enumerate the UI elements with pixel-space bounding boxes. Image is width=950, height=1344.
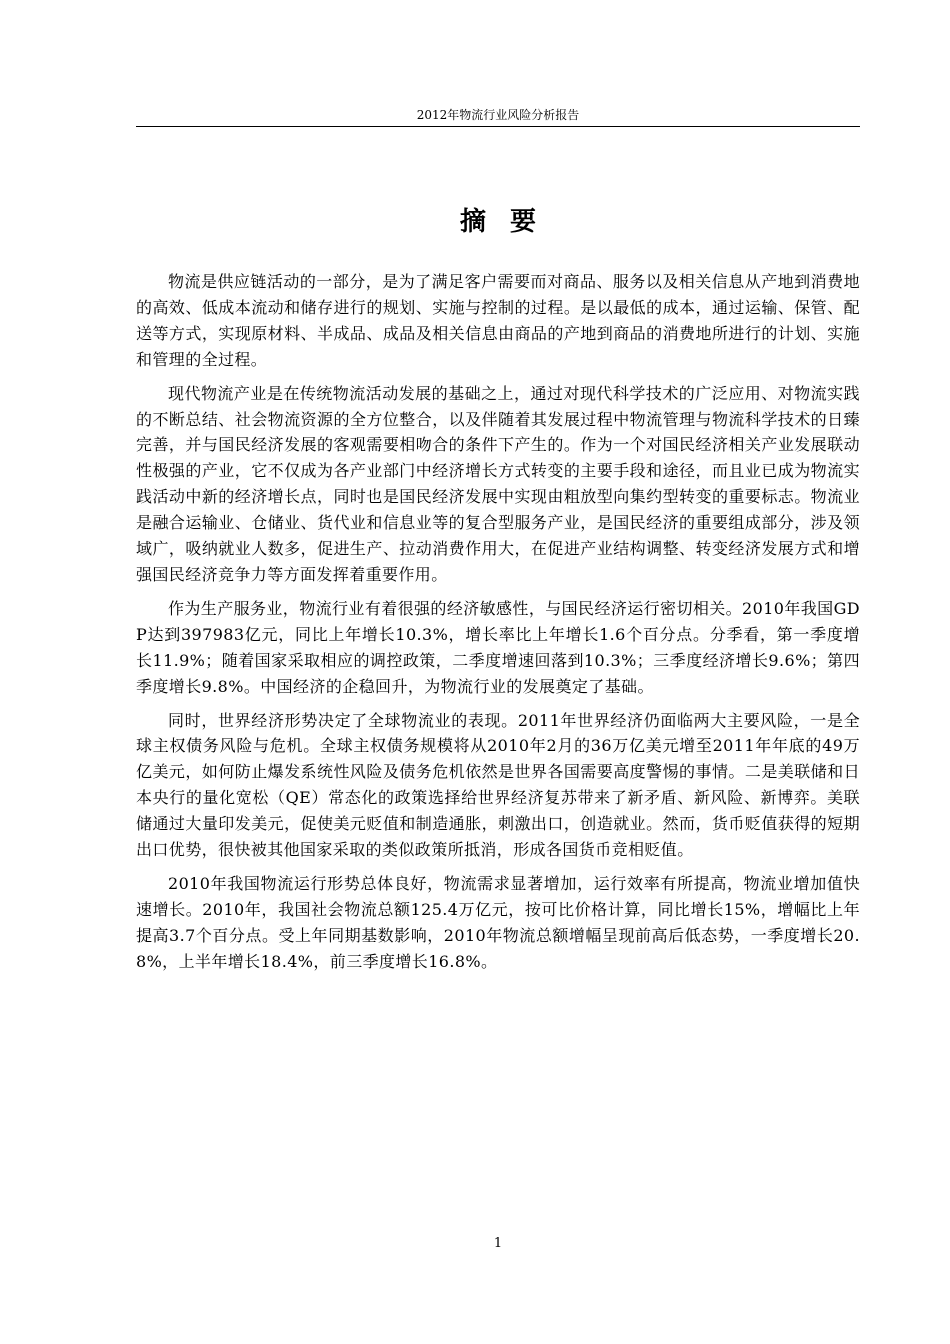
- paragraph-2: 现代物流产业是在传统物流活动发展的基础之上，通过对现代科学技术的广泛应用、对物流实践的不断总结、社会物流资源的全方位整合，以及伴随着其发展过程中物流管理与物流科学技术的日臻完善，并与国民经济发展的客观需要相吻合的条件下产生的。作为一个对国民经济相关产业发展联动性极强的产业，它不仅成为各产业部门中经济增长方式转变的主要手段和途径，而且业已成为物流实践活动中新的经济增长点，同时也是国民经济发展中实现由粗放型向集约型转变的重要标志。物流业是融合运输业、仓储业、货代业和信息业等的复合型服务产业，是国民经济的重要组成部分，涉及领域广，吸纳就业人数多，促进生产、拉动消费作用大，在促进产业结构调整、转变经济发展方式和增强国民经济竞争力等方面发挥着重要作用。: [136, 383, 860, 584]
- paragraph-5: 2010年我国物流运行形势总体良好，物流需求显著增加，运行效率有所提高，物流业增加值快速增长。2010年，我国社会物流总额125.4万亿元，按可比价格计算，同比增长15%，增幅比上年提高3.7个百分点。受上年同期基数影响，2010年物流总额增幅呈现前高后低态势，一季度增长20.8%，上半年增长18.4%，前三季度增长16.8%。: [136, 873, 860, 971]
- paragraph-4: 同时，世界经济形势决定了全球物流业的表现。2011年世界经济仍面临两大主要风险，一是全球主权债务风险与危机。全球主权债务规模将从2010年2月的36万亿美元增至2011年年底的49万亿美元，如何防止爆发系统性风险及债务危机依然是世界各国需要高度警惕的事情。二是美联储和日本央行的量化宽松（QE）常态化的政策选择给世界经济复苏带来了新矛盾、新风险、新博弈。美联储通过大量印发美元，促使美元贬值和制造通胀，刺激出口，创造就业。然而，货币贬值获得的短期出口优势，很快被其他国家采取的类似政策所抵消，形成各国货币竞相贬值。: [136, 710, 860, 860]
- section-title: 摘要: [459, 207, 560, 237]
- page-number: 1: [493, 1236, 503, 1251]
- paragraph-1: 物流是供应链活动的一部分，是为了满足客户需要而对商品、服务以及相关信息从产地到消费地的高效、低成本流动和储存进行的规划、实施与控制的过程。是以最低的成本，通过运输、保管、配送等方式，实现原材料、半成品、成品及相关信息由商品的产地到商品的消费地所进行的计划、实施和管理的全过程。: [136, 272, 860, 369]
- running-header: 2012年物流行业风险分析报告: [416, 108, 580, 122]
- body-text: [136, 269, 860, 983]
- paragraph-3: 作为生产服务业，物流行业有着很强的经济敏感性，与国民经济运行密切相关。2010年我国GDP达到397983亿元，同比上年增长10.3%，增长率比上年增长1.6个百分点。分季看，第一季度增长11.9%；随着国家采取相应的调控政策，二季度增速回落到10.3%；三季度经济增长9.6%；第四季度增长9.8%。中国经济的企稳回升，为物流行业的发展奠定了基础。: [136, 598, 860, 696]
- header-divider: [136, 126, 860, 127]
